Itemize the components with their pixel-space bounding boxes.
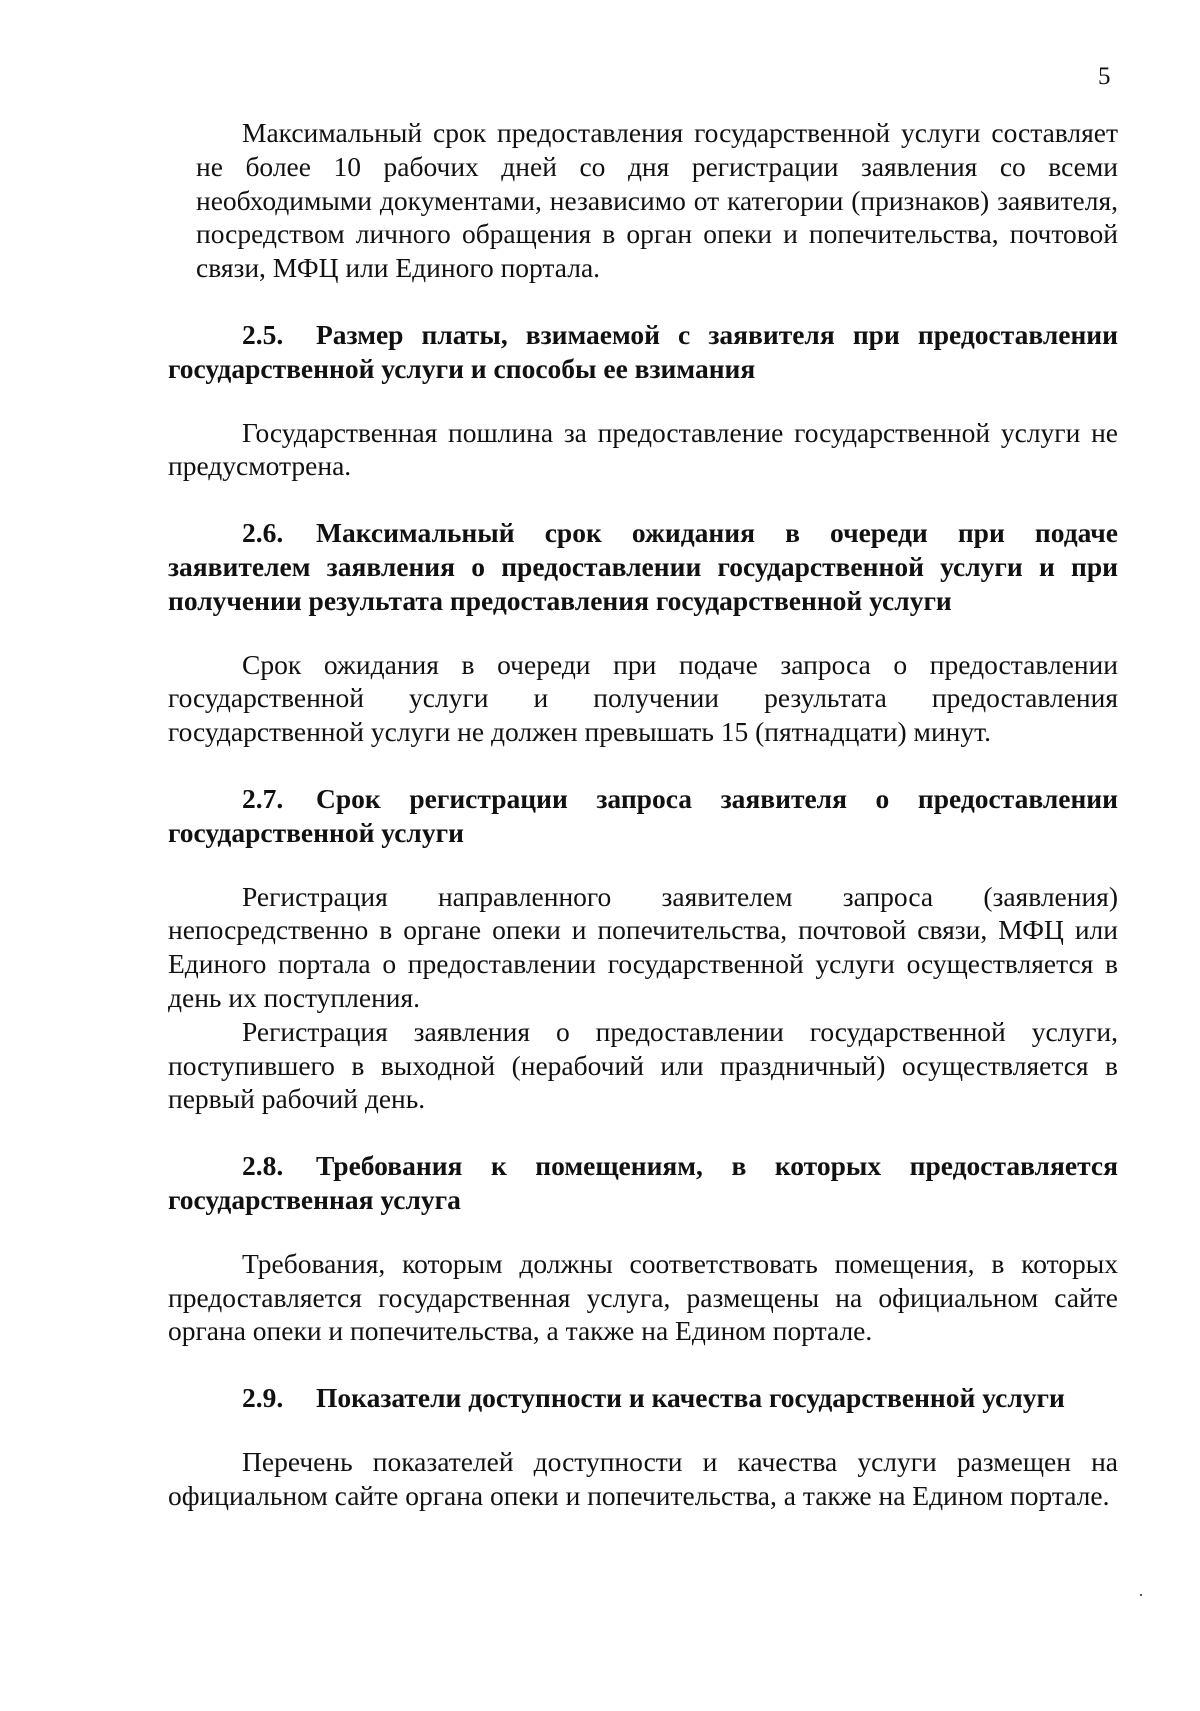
paragraph-quality: Перечень показателей доступности и качества услуги размещен на официальном сайте органа опеки и попечительства, а также на Едином портале. <box>168 1445 1118 1511</box>
section-heading-2-8 <box>168 1149 1118 1217</box>
paragraph-queue-time: Срок ожидания в очереди при подаче запроса о предоставлении государственной услуги и получении результата предоставления государственной услуги не должен превышать 15 (пятнадцати) минут. <box>168 648 1118 748</box>
paragraph-fee: Государственная пошлина за предоставление государственной услуги не предусмотрена. <box>168 416 1118 482</box>
section-number: 2.9. <box>242 1382 284 1414</box>
document-body <box>168 116 1118 1513</box>
scan-speck <box>1140 1594 1142 1596</box>
paragraph-registration-holiday: Регистрация заявления о предоставлении государственной услуги, поступившего в выходной (нерабочий или праздничный) осуществляется в первый рабочий день. <box>168 1015 1118 1115</box>
section-number: 2.6. <box>242 517 284 549</box>
section-heading-2-9 <box>168 1381 1118 1415</box>
section-heading-2-6 <box>168 516 1118 617</box>
page-number: 5 <box>1098 63 1111 90</box>
paragraph-registration: Регистрация направленного заявителем запроса (заявления) непосредственно в органе опеки и попечительства, почтовой связи, МФЦ или Единого портала о предоставлении государственной услуги осуществляется в день их поступления. <box>168 880 1118 1013</box>
section-heading-2-5 <box>168 318 1118 386</box>
section-title: Показатели доступности и качества государственной услуги <box>316 1382 1065 1414</box>
paragraph-max-term: Максимальный срок предоставления государственной услуги составляет не более 10 рабочих дней со дня регистрации заявления со всеми необходимыми документами, независимо от категории (признаков) заявителя, посредством личного обращения в орган опеки и попечительства, почтовой связи, МФЦ или Единого портала. <box>196 117 1118 284</box>
section-heading-2-7 <box>168 782 1118 850</box>
section-number: 2.8. <box>242 1150 284 1182</box>
section-number: 2.5. <box>242 318 284 350</box>
section-title: Срок регистрации запроса заявителя о предоставлении государственной услуги <box>168 782 1118 848</box>
section-title: Размер платы, взимаемой с заявителя при предоставлении государственной услуги и способы ее взимания <box>168 318 1118 384</box>
section-title: Максимальный срок ожидания в очереди при подаче заявителем заявления о предоставлении государственной услуги и при получении результата предоставления государственной услуги <box>168 517 1118 616</box>
section-title: Требования к помещениям, в которых предоставляется государственная услуга <box>168 1150 1118 1215</box>
paragraph-premises: Требования, которым должны соответствовать помещения, в которых предоставляется государственная услуга, размещены на официальном сайте органа опеки и попечительства, а также на Едином портале. <box>168 1247 1118 1347</box>
section-number: 2.7. <box>242 782 284 814</box>
